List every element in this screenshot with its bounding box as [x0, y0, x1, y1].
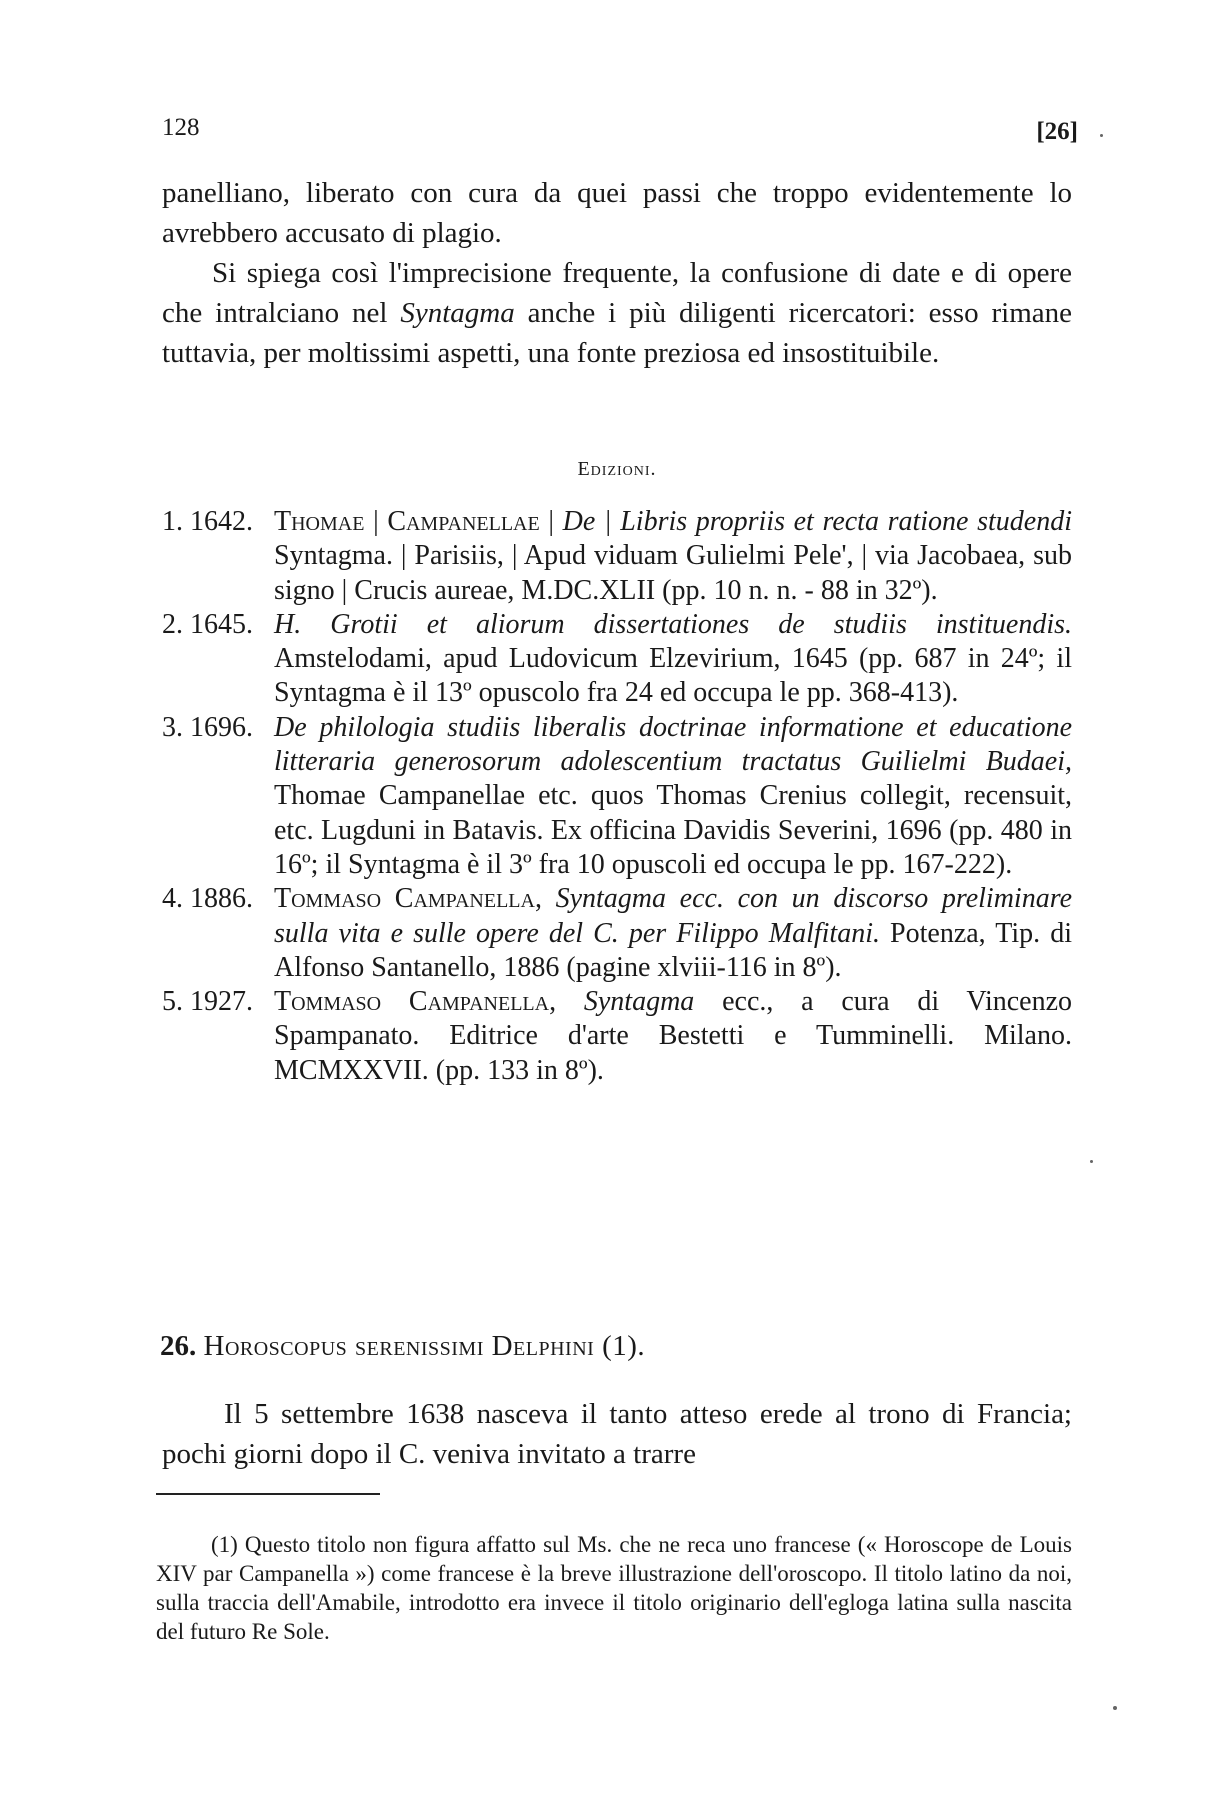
edition-number: 4. 1886.: [162, 883, 253, 915]
print-speck: [1090, 1160, 1093, 1163]
edition-item: [162, 882, 1072, 985]
section-heading: [160, 1330, 1070, 1363]
footnote-divider: [156, 1493, 380, 1495]
edition-number: 5. 1927.: [162, 986, 253, 1018]
section-reference: [26]: [1036, 118, 1078, 145]
footnote: [156, 1530, 1072, 1646]
section-number: 26.: [160, 1330, 197, 1362]
print-speck: [1100, 134, 1103, 137]
intro-paragraph-2: Si spiega così l'imprecisione frequente, la confusione di date e di opere che intralciano nel Syntagma anche i più diligenti ricercatori: esso rimane tuttavia, per moltissimi aspetti, una fonte preziosa ed insostituibile.: [162, 257, 1072, 369]
edition-item: [162, 711, 1072, 882]
edition-number: 3. 1696.: [162, 711, 253, 743]
running-header: [162, 108, 1078, 148]
intro-text: [162, 173, 1072, 373]
section-body: [162, 1394, 1072, 1474]
edition-number: 1. 1642.: [162, 506, 253, 537]
edition-text: Tommaso Campanella, Syntagma ecc. con un discorso preliminare sulla vita e sulle opere del C. per Filippo Malfitani. Potenza, Tip. di Alfonso Santanello, 1886 (pagine xlviii-116 in 8º).: [274, 883, 1072, 983]
edition-text: H. Grotii et aliorum dissertationes de studiis instituendis. Amstelodami, apud Ludovicum Elzevirium, 1645 (pp. 687 in 24º; il Syntagma è il 13º opuscolo fra 24 ed occupa le pp. 368-413).: [274, 608, 1072, 709]
page-number: 128: [162, 114, 200, 141]
footnote-text: (1) Questo titolo non figura affatto sul Ms. che ne reca uno francese (« Horoscope de Louis XIV par Campanella ») come francese è la breve illustrazione dell'oroscopo. Il titolo latino da noi, sulla traccia dell'Amabile, introdotto era invece il titolo originario dell'egloga latina sulla nascita del futuro Re Sole.: [156, 1532, 1072, 1644]
editions-list: [162, 505, 1072, 1088]
edition-text: De philologia studiis liberalis doctrinae informatione et educatione litteraria generosorum adolescentium tractatus Guilielmi Budaei, Thomae Campanellae etc. quos Thomas Crenius collegit, recensuit, etc. Lugduni in Batavis. Ex officina Davidis Severini, 1696 (pp. 480 in 16º; il Syntagma è il 3º fra 10 opuscoli ed occupa le pp. 167-222).: [274, 711, 1072, 880]
section-title: Horoscopus serenissimi Delphini (1).: [203, 1330, 646, 1362]
edition-item: [162, 985, 1072, 1088]
print-speck: [1113, 1706, 1117, 1710]
edition-text: Thomae | Campanellae | De | Libris propriis et recta ratione studendi Syntagma. | Parisiis, | Apud viduam Gulielmi Pele', | via Jacobaea, sub signo | Crucis aureae, M.DC.XLII (pp. 10 n. n. - 88 in 32º).: [274, 506, 1073, 606]
section-paragraph: Il 5 settembre 1638 nasceva il tanto atteso erede al trono di Francia; pochi giorni dopo il C. veniva invitato a trarre: [162, 1398, 1072, 1470]
edition-item: [162, 608, 1072, 711]
editions-heading: Edizioni.: [577, 458, 657, 480]
intro-paragraph-1: panelliano, liberato con cura da quei passi che troppo evidentemente lo avrebbero accusato di plagio.: [162, 177, 1072, 249]
edition-item: [162, 505, 1072, 608]
edition-text: Tommaso Campanella, Syntagma ecc., a cura di Vincenzo Spampanato. Editrice d'arte Bestetti e Tumminelli. Milano. MCMXXVII. (pp. 133 in 8º).: [274, 986, 1073, 1086]
edition-number: 2. 1645.: [162, 608, 253, 640]
